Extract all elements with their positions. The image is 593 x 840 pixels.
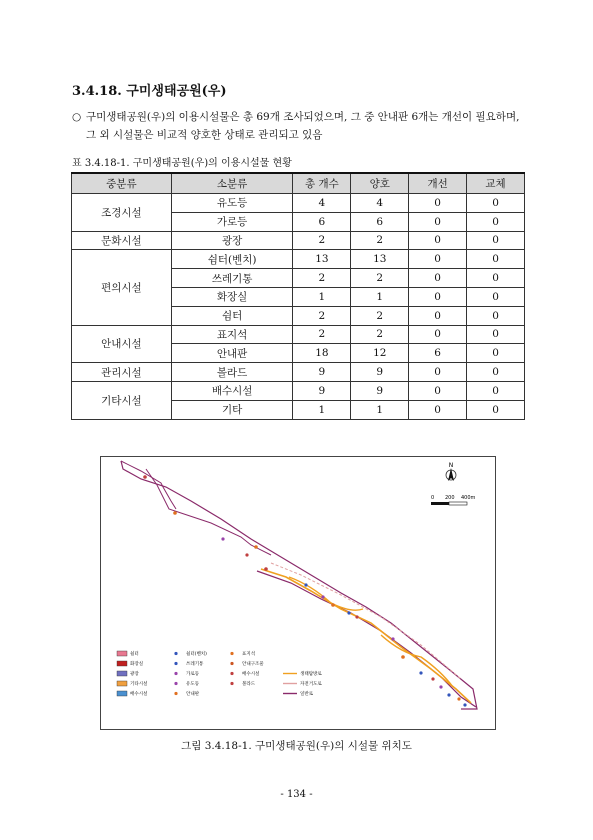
legend-symbol — [230, 672, 233, 675]
legend-symbol — [174, 672, 177, 675]
facility-point — [304, 583, 307, 586]
scale-label-400: 400m — [461, 495, 476, 501]
replace-cell: 0 — [467, 363, 525, 382]
legend-symbol — [230, 662, 233, 665]
table-row — [72, 250, 525, 269]
facility-location-map — [100, 456, 496, 730]
improve-cell: 0 — [409, 325, 467, 344]
good-cell: 2 — [351, 231, 409, 250]
replace-cell: 0 — [467, 381, 525, 400]
subcategory-cell: 유도등 — [171, 194, 293, 213]
legend-symbol — [117, 661, 127, 666]
facility-point — [447, 693, 450, 696]
legend-symbol — [117, 671, 127, 676]
subcategory-cell: 쉼터(벤치) — [171, 250, 293, 269]
total-cell: 1 — [293, 400, 351, 419]
subcategory-cell: 배수시설 — [171, 381, 293, 400]
legend-symbol — [174, 682, 177, 685]
improve-cell: 0 — [409, 287, 467, 306]
legend-label: 배수시설 — [242, 672, 260, 677]
facility-point — [221, 537, 224, 540]
subcategory-cell: 표지석 — [171, 325, 293, 344]
replace-cell: 0 — [467, 344, 525, 363]
boundary-line-lower — [257, 571, 476, 707]
good-cell: 13 — [351, 250, 409, 269]
improve-cell: 0 — [409, 212, 467, 231]
table-row — [72, 363, 525, 382]
legend-label: 안내판 — [186, 692, 200, 697]
improve-cell: 0 — [409, 250, 467, 269]
legend-label: 배수시설 — [130, 692, 148, 697]
facility-point — [355, 615, 358, 618]
legend-label: 쉼터(벤치) — [186, 652, 207, 657]
good-cell: 9 — [351, 363, 409, 382]
good-cell: 2 — [351, 269, 409, 288]
boundary-line-top — [121, 461, 176, 509]
facility-point — [264, 567, 268, 571]
total-cell: 2 — [293, 306, 351, 325]
facility-point — [347, 611, 350, 614]
table-row — [72, 325, 525, 344]
total-cell: 2 — [293, 325, 351, 344]
facility-point — [401, 655, 405, 659]
legend-symbol — [230, 652, 233, 655]
subcategory-cell: 광장 — [171, 231, 293, 250]
legend-label: 자전거도로 — [300, 682, 322, 687]
legend-label: 안내구조물 — [242, 662, 264, 667]
good-cell: 4 — [351, 194, 409, 213]
subcategory-cell: 쓰레기통 — [171, 269, 293, 288]
facilities-table — [71, 172, 525, 420]
north-label: N — [448, 462, 454, 469]
table-caption: 표 3.4.18-1. 구미생태공원(우)의 이용시설물 현황 — [72, 158, 292, 169]
improve-cell: 0 — [409, 363, 467, 382]
subcategory-cell: 가로등 — [171, 212, 293, 231]
subcategory-cell: 기타 — [171, 400, 293, 419]
eco-trail-branch — [289, 577, 453, 687]
replace-cell: 0 — [467, 269, 525, 288]
scale-label-200: 200 — [445, 495, 455, 501]
table-row — [72, 231, 525, 250]
category-cell: 기타시설 — [72, 381, 172, 419]
section-title — [72, 80, 227, 99]
table-row — [72, 381, 525, 400]
improve-cell: 0 — [409, 381, 467, 400]
improve-cell: 6 — [409, 344, 467, 363]
header-good: 양호 — [351, 173, 409, 194]
replace-cell: 0 — [467, 194, 525, 213]
total-cell: 2 — [293, 231, 351, 250]
improve-cell: 0 — [409, 400, 467, 419]
replace-cell: 0 — [467, 306, 525, 325]
good-cell: 9 — [351, 381, 409, 400]
legend-symbol — [174, 652, 177, 655]
replace-cell: 0 — [467, 231, 525, 250]
legend-symbol — [230, 682, 233, 685]
improve-cell: 0 — [409, 306, 467, 325]
legend-label: 생태탐방로 — [300, 672, 322, 677]
header-total: 총 개수 — [293, 173, 351, 194]
legend-symbol — [174, 662, 177, 665]
replace-cell: 0 — [467, 212, 525, 231]
facility-point — [439, 685, 442, 688]
legend-label: 볼라드 — [242, 682, 256, 687]
legend-label: 기타시설 — [130, 682, 148, 687]
legend-symbol — [174, 692, 177, 695]
subcategory-cell: 화장실 — [171, 287, 293, 306]
improve-cell: 0 — [409, 231, 467, 250]
good-cell: 12 — [351, 344, 409, 363]
legend-label: 쉼터 — [130, 652, 139, 657]
total-cell: 1 — [293, 287, 351, 306]
total-cell: 13 — [293, 250, 351, 269]
replace-cell: 0 — [467, 325, 525, 344]
category-cell: 관리시설 — [72, 363, 172, 382]
facility-point — [254, 545, 258, 549]
header-replace: 교체 — [467, 173, 525, 194]
good-cell: 6 — [351, 212, 409, 231]
facility-point — [173, 511, 177, 515]
legend-symbol — [117, 651, 127, 656]
total-cell: 4 — [293, 194, 351, 213]
scale-label-0: 0 — [431, 495, 435, 501]
subcategory-cell: 안내판 — [171, 344, 293, 363]
replace-cell: 0 — [467, 287, 525, 306]
category-cell: 문화시설 — [72, 231, 172, 250]
replace-cell: 0 — [467, 250, 525, 269]
total-cell: 6 — [293, 212, 351, 231]
facility-point — [457, 697, 460, 700]
replace-cell: 0 — [467, 400, 525, 419]
total-cell: 9 — [293, 381, 351, 400]
table-body — [72, 194, 525, 420]
summary-bullet — [72, 108, 532, 144]
legend-label: 쓰레기통 — [186, 662, 204, 667]
category-cell: 편의시설 — [72, 250, 172, 325]
facility-point — [245, 553, 248, 556]
header-improve: 개선 — [409, 173, 467, 194]
legend-label: 유도등 — [186, 682, 200, 687]
map-svg — [101, 457, 495, 729]
facility-point — [419, 671, 422, 674]
category-cell: 조경시설 — [72, 194, 172, 232]
facility-point — [331, 603, 335, 607]
subcategory-cell: 볼라드 — [171, 363, 293, 382]
facility-point — [431, 677, 434, 680]
section-number: 3.4.18. — [72, 84, 122, 99]
good-cell: 1 — [351, 287, 409, 306]
section-name: 구미생태공원(우) — [126, 84, 227, 99]
facility-point — [463, 703, 466, 706]
legend-symbol — [117, 691, 127, 696]
north-arrow-icon — [446, 462, 456, 481]
good-cell: 1 — [351, 400, 409, 419]
facility-point — [143, 475, 147, 479]
header-category: 중분류 — [72, 173, 172, 194]
map-legend — [117, 650, 322, 697]
legend-label: 화장실 — [130, 662, 144, 667]
good-cell: 2 — [351, 306, 409, 325]
facility-point — [321, 595, 324, 598]
facility-point — [391, 637, 394, 640]
legend-label: 표지석 — [242, 652, 256, 657]
improve-cell: 0 — [409, 194, 467, 213]
category-cell: 안내시설 — [72, 325, 172, 363]
legend-label: 광장 — [130, 672, 139, 677]
total-cell: 2 — [293, 269, 351, 288]
bullet-text: 구미생태공원(우)의 이용시설물은 총 69개 조사되었으며, 그 중 안내판 6개는 개선이 필요하며, 그 외 시설물은 비교적 양호한 상태로 관리되고 있음 — [86, 111, 520, 141]
header-subcategory: 소분류 — [171, 173, 293, 194]
legend-label: 일반로 — [300, 692, 314, 697]
legend-label: 가로등 — [186, 672, 200, 677]
total-cell: 18 — [293, 344, 351, 363]
total-cell: 9 — [293, 363, 351, 382]
legend-symbol — [117, 681, 127, 686]
improve-cell: 0 — [409, 269, 467, 288]
good-cell: 2 — [351, 325, 409, 344]
table-row — [72, 194, 525, 213]
table-header-row — [72, 173, 525, 194]
scale-bar — [431, 495, 476, 505]
bullet-mark: ○ — [72, 111, 82, 123]
subcategory-cell: 쉼터 — [171, 306, 293, 325]
figure-caption: 그림 3.4.18-1. 구미생태공원(우)의 시설물 위치도 — [181, 740, 412, 752]
page-number: - 134 - — [280, 789, 313, 800]
